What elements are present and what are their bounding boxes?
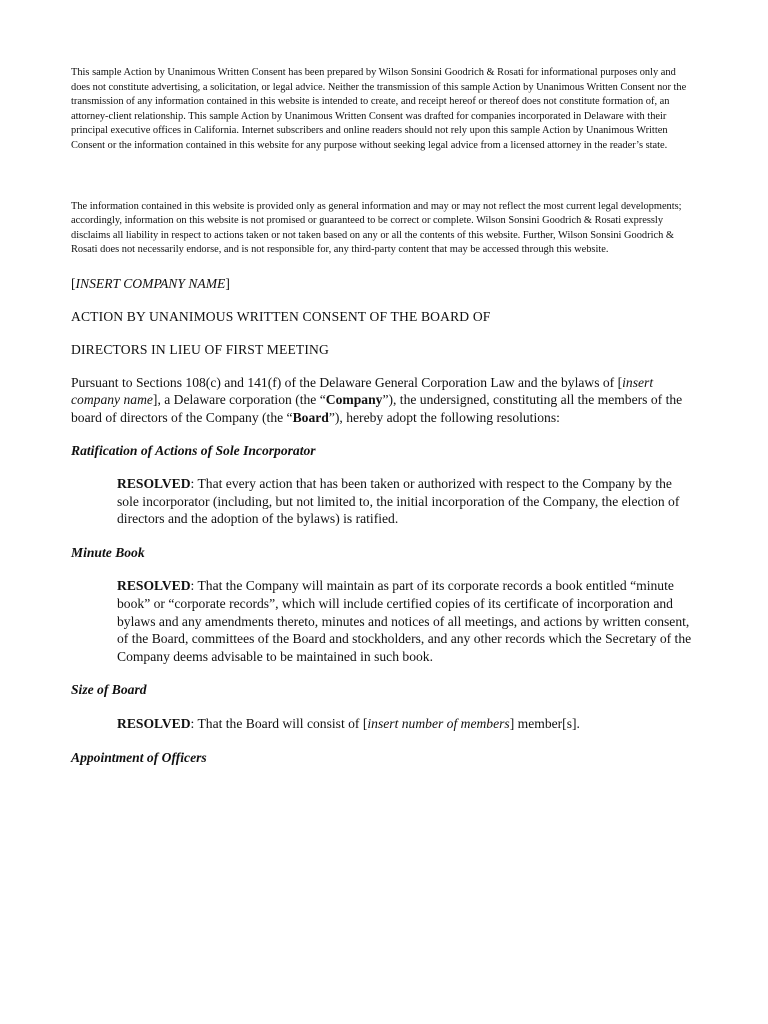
bracket-close: ] <box>225 275 230 291</box>
intro-text-2: ], a Delaware corporation (the “ <box>152 392 326 408</box>
disclaimer-paragraph-2: The information contained in this website is provided only as general information and may or may not reflect the most current legal developments; accordingly, information on this website is not promised or guaranteed to be correct or complete. Wilson Sonsini Goodrich & Rosati expressly disclaims all liability in respect to actions taken or not taken based on any or all the contents of this website. Further, Wilson Sonsini Goodrich & Rosati does not necessarily endorse, and is not responsible for, any third-party content that may be accessed through this website. <box>71 200 682 256</box>
resolution-ratification <box>71 475 697 528</box>
section-heading-size-of-board: Size of Board <box>71 682 147 698</box>
resolved-label: RESOLVED <box>117 578 191 594</box>
intro-text-1: Pursuant to Sections 108(c) and 141(f) of the Delaware General Corporation Law and the bylaws of [ <box>71 374 623 390</box>
resolution-size-of-board <box>71 715 697 733</box>
section-heading-ratification: Ratification of Actions of Sole Incorporator <box>71 442 316 458</box>
intro-company-placeholder: insert company name <box>71 374 654 408</box>
resolved-label: RESOLVED <box>117 476 191 492</box>
company-name-placeholder <box>71 275 697 293</box>
document-page <box>71 66 697 766</box>
resolution-text: : That the Company will maintain as part of its corporate records a book entitled “minute book” or “corporate records”, which will include certified copies of its certificate of incorporation and bylaws and any amendments thereto, minutes and notices of all meetings, and actions by written consent, of the Board, committees of the Board and stockholders, and any other records which the Secretary of the Company deems advisable to be maintained in such book. <box>117 578 692 664</box>
number-of-members-placeholder: insert number of members <box>367 716 510 732</box>
board-defined-term: Board <box>292 409 329 425</box>
resolution-minute-book <box>71 577 697 665</box>
bracket-open: [ <box>71 275 76 291</box>
document-title-line-2: DIRECTORS IN LIEU OF FIRST MEETING <box>71 342 329 358</box>
resolution-text-before: : That the Board will consist of [ <box>190 716 368 732</box>
resolved-label: RESOLVED <box>117 716 191 732</box>
company-name-placeholder-text: INSERT COMPANY NAME <box>75 275 226 291</box>
document-title-line-1: ACTION BY UNANIMOUS WRITTEN CONSENT OF THE BOARD OF <box>71 308 491 324</box>
resolution-text: : That every action that has been taken or authorized with respect to the Company by the sole incorporator (including, but not limited to, the initial incorporation of the Company, the election of directors and the adoption of the bylaws) is ratified. <box>117 476 680 527</box>
section-heading-appointment-of-officers: Appointment of Officers <box>71 749 207 765</box>
intro-text-3: ”), the undersigned, constituting all the members of the board of directors of the Company (the “ <box>71 392 683 425</box>
disclaimer-paragraph-1: This sample Action by Unanimous Written Consent has been prepared by Wilson Sonsini Goodrich & Rosati for informational purposes only and does not constitute advertising, a solicitation, or legal advice. Neither the transmission of this sample Action by Unanimous Written Consent nor the transmission of any information contained in this website is intended to create, and receipt hereof or thereof does not constitute formation of, an attorney-client relationship. This sample Action by Unanimous Written Consent was drafted for companies incorporated in Delaware with their principal executive offices in California. Internet subscribers and online readers should not rely upon this sample Action by Unanimous Written Consent or the information contained in this website for any purpose without seeking legal advice from a licensed attorney in the reader’s state. <box>71 67 687 151</box>
company-defined-term: Company <box>325 392 383 408</box>
resolution-text-after: ] member[s]. <box>509 716 580 732</box>
intro-paragraph <box>71 374 697 427</box>
intro-text-4: ”), hereby adopt the following resolutions: <box>328 409 560 425</box>
section-heading-minute-book: Minute Book <box>71 544 145 560</box>
